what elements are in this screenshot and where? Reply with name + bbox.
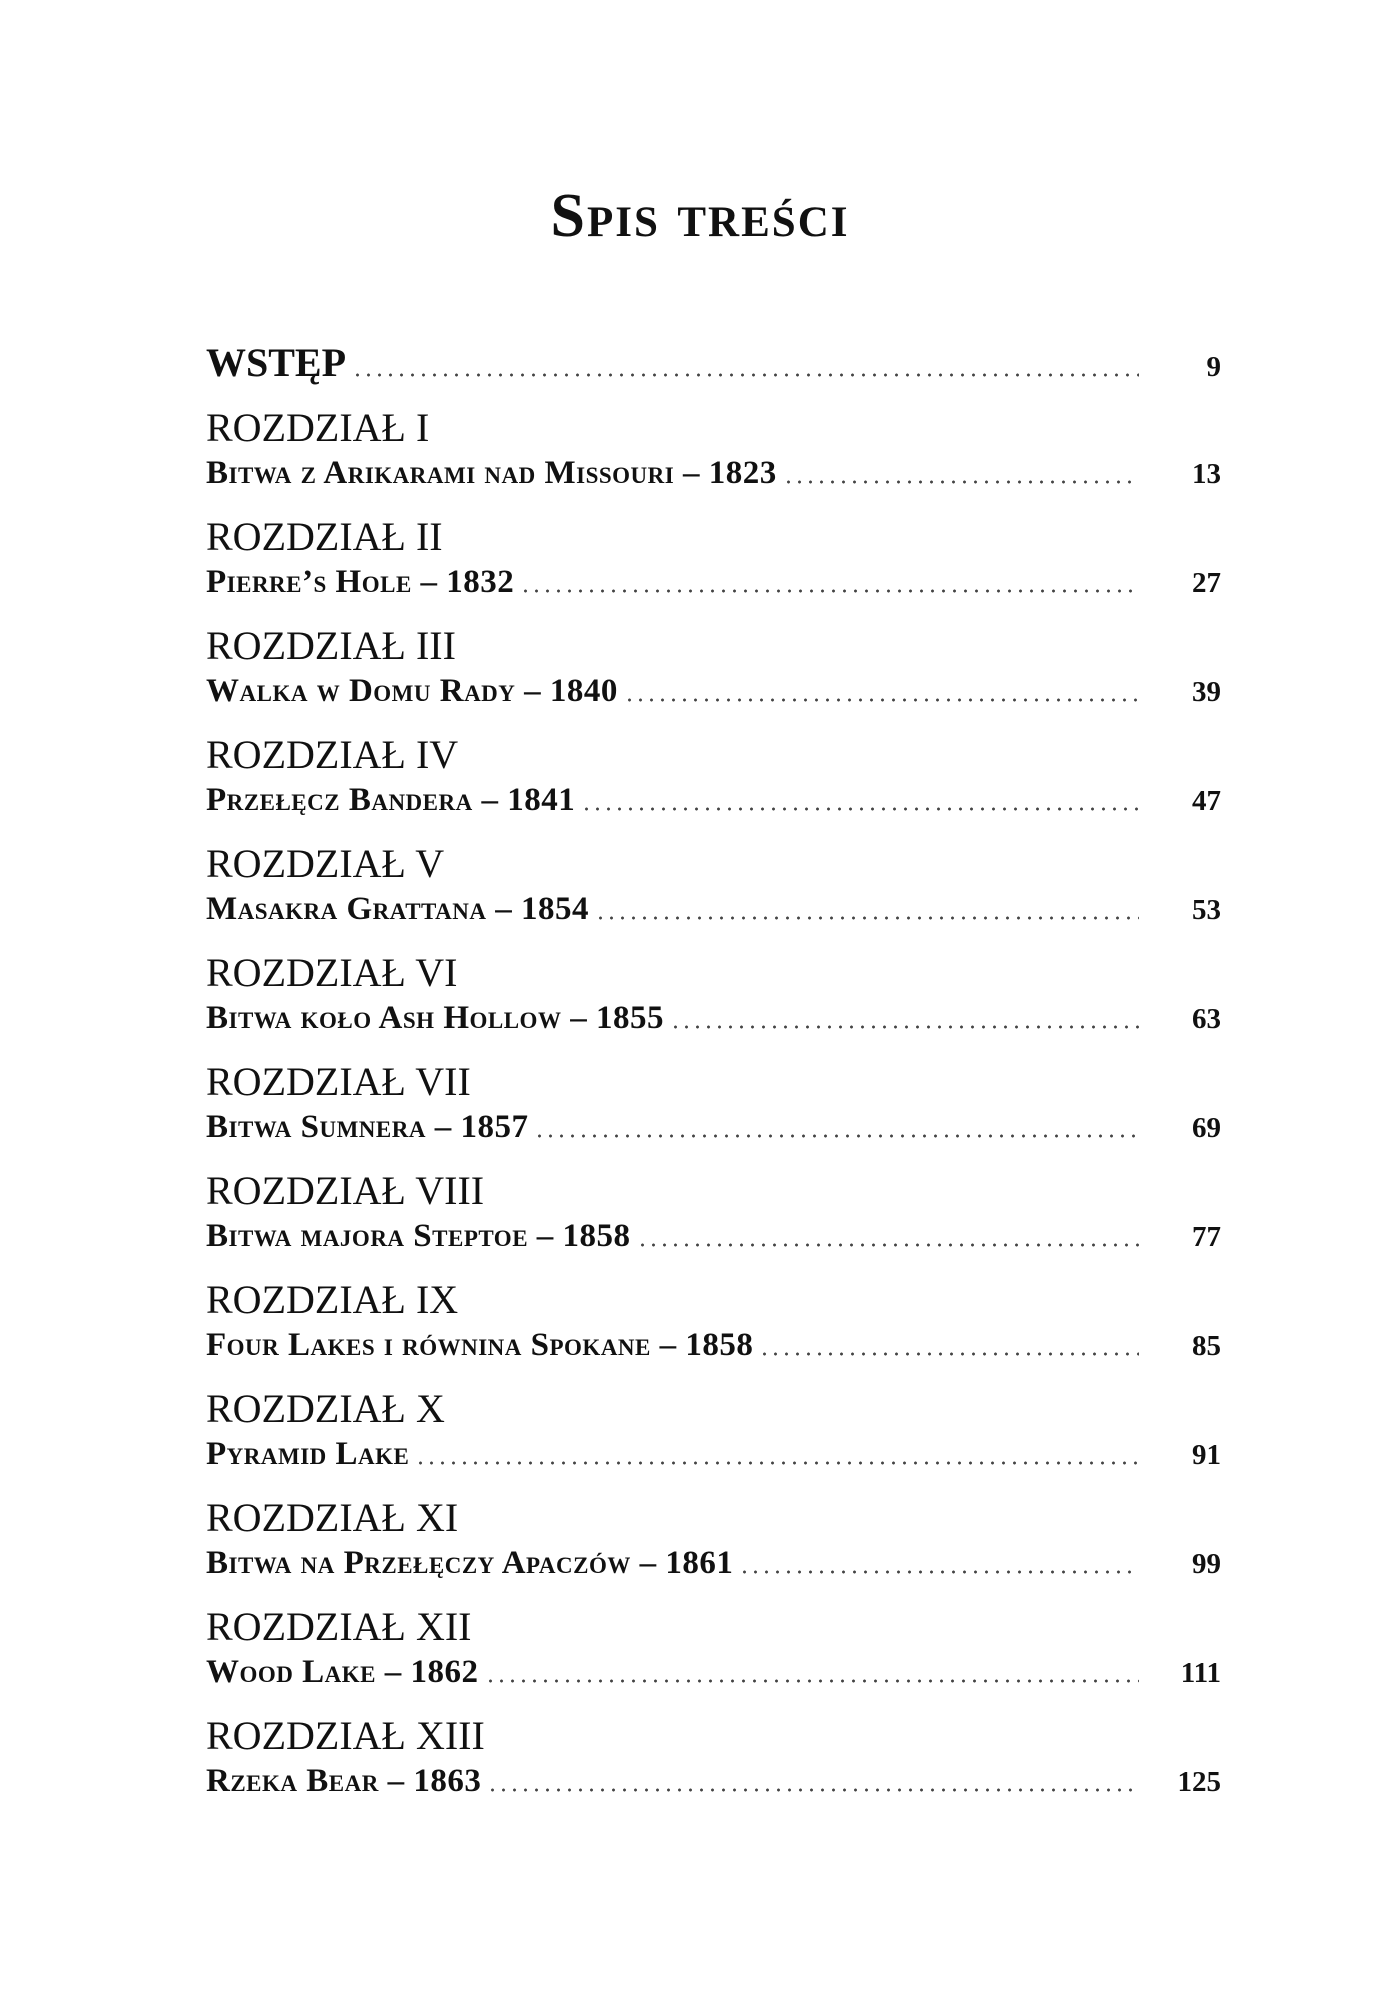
page-number: 99 xyxy=(1192,1548,1221,1580)
page-number: 63 xyxy=(1192,1003,1221,1035)
chapter-subtitle: Bitwa z Arikarami nad Missouri – 1823 xyxy=(206,455,777,491)
page-number: 13 xyxy=(1192,458,1221,490)
toc-entry xyxy=(206,1713,1221,1822)
chapter-heading: ROZDZIAŁ IV xyxy=(206,732,459,777)
chapter-heading: ROZDZIAŁ XIII xyxy=(206,1713,485,1758)
page-number: 69 xyxy=(1192,1112,1221,1144)
chapter-heading: ROZDZIAŁ I xyxy=(206,405,430,450)
dot-leader xyxy=(352,371,1139,379)
toc-entry xyxy=(206,405,1221,514)
toc-entry xyxy=(206,732,1221,841)
dot-leader xyxy=(759,1350,1139,1358)
chapter-heading: ROZDZIAŁ VII xyxy=(206,1059,471,1104)
dot-leader xyxy=(520,587,1139,595)
toc-line xyxy=(206,1434,1221,1475)
dot-leader xyxy=(487,1786,1139,1794)
page-number: 39 xyxy=(1192,676,1221,708)
toc-entry xyxy=(206,623,1221,732)
toc-line xyxy=(206,1325,1221,1366)
chapter-heading: ROZDZIAŁ III xyxy=(206,623,456,668)
chapter-subtitle: Pyramid Lake xyxy=(206,1436,410,1472)
toc-entry xyxy=(206,1277,1221,1386)
chapter-subtitle: Bitwa koło Ash Hollow – 1855 xyxy=(206,1000,664,1036)
chapter-heading: ROZDZIAŁ II xyxy=(206,514,443,559)
page-number: 47 xyxy=(1192,785,1221,817)
page-number: 91 xyxy=(1192,1439,1221,1471)
toc-entry xyxy=(206,1495,1221,1604)
toc-entry xyxy=(206,514,1221,623)
chapter-subtitle: Wood Lake – 1862 xyxy=(206,1654,479,1690)
toc-entry xyxy=(206,1168,1221,1277)
dot-leader xyxy=(581,805,1139,813)
toc-line xyxy=(206,780,1221,821)
chapter-subtitle: Bitwa Sumnera – 1857 xyxy=(206,1109,529,1145)
toc-entry xyxy=(206,1059,1221,1168)
chapter-heading: ROZDZIAŁ X xyxy=(206,1386,445,1431)
chapter-subtitle: Rzeka Bear – 1863 xyxy=(206,1763,482,1799)
page-title: Spis treści xyxy=(550,182,850,250)
toc-line xyxy=(206,1652,1221,1693)
toc-entry xyxy=(206,841,1221,950)
dot-leader xyxy=(739,1568,1139,1576)
page-number: 125 xyxy=(1177,1766,1221,1798)
page-number: 27 xyxy=(1192,567,1221,599)
toc-line xyxy=(206,562,1221,603)
table-of-contents xyxy=(206,340,1221,1822)
chapter-subtitle: Masakra Grattana – 1854 xyxy=(206,891,590,927)
chapter-subtitle: Four Lakes i równina Spokane – 1858 xyxy=(206,1327,754,1363)
page-number: 9 xyxy=(1206,351,1221,383)
dot-leader xyxy=(595,914,1139,922)
chapter-heading: ROZDZIAŁ VI xyxy=(206,950,458,995)
chapter-subtitle: Bitwa majora Steptoe – 1858 xyxy=(206,1218,631,1254)
dot-leader xyxy=(783,478,1139,486)
chapter-heading: ROZDZIAŁ VIII xyxy=(206,1168,485,1213)
toc-line xyxy=(206,671,1221,712)
chapter-heading: ROZDZIAŁ XII xyxy=(206,1604,472,1649)
page-number: 53 xyxy=(1192,894,1221,926)
toc-line xyxy=(206,1107,1221,1148)
chapter-subtitle: Przełęcz Bandera – 1841 xyxy=(206,782,576,818)
toc-entry xyxy=(206,1604,1221,1713)
toc-line xyxy=(206,1761,1221,1802)
dot-leader xyxy=(534,1132,1139,1140)
page-number: 77 xyxy=(1192,1221,1221,1253)
toc-line xyxy=(206,1543,1221,1584)
page-number: 111 xyxy=(1180,1657,1221,1689)
toc-entry-intro xyxy=(206,340,1221,405)
toc-entry xyxy=(206,1386,1221,1495)
dot-leader xyxy=(415,1459,1139,1467)
dot-leader xyxy=(637,1241,1139,1249)
dot-leader xyxy=(670,1023,1139,1031)
toc-line xyxy=(206,889,1221,930)
chapter-list xyxy=(206,405,1221,1822)
page-number: 85 xyxy=(1192,1330,1221,1362)
chapter-subtitle: Walka w Domu Rady – 1840 xyxy=(206,673,618,709)
toc-line xyxy=(206,340,1221,387)
chapter-subtitle: Pierre’s Hole – 1832 xyxy=(206,564,515,600)
dot-leader xyxy=(624,696,1139,704)
toc-line xyxy=(206,1216,1221,1257)
toc-entry xyxy=(206,950,1221,1059)
intro-label: WSTĘP xyxy=(206,340,347,385)
toc-line xyxy=(206,453,1221,494)
chapter-heading: ROZDZIAŁ V xyxy=(206,841,445,886)
chapter-heading: ROZDZIAŁ IX xyxy=(206,1277,459,1322)
dot-leader xyxy=(485,1677,1140,1685)
chapter-subtitle: Bitwa na Przełęczy Apaczów – 1861 xyxy=(206,1545,734,1581)
toc-line xyxy=(206,998,1221,1039)
chapter-heading: ROZDZIAŁ XI xyxy=(206,1495,459,1540)
